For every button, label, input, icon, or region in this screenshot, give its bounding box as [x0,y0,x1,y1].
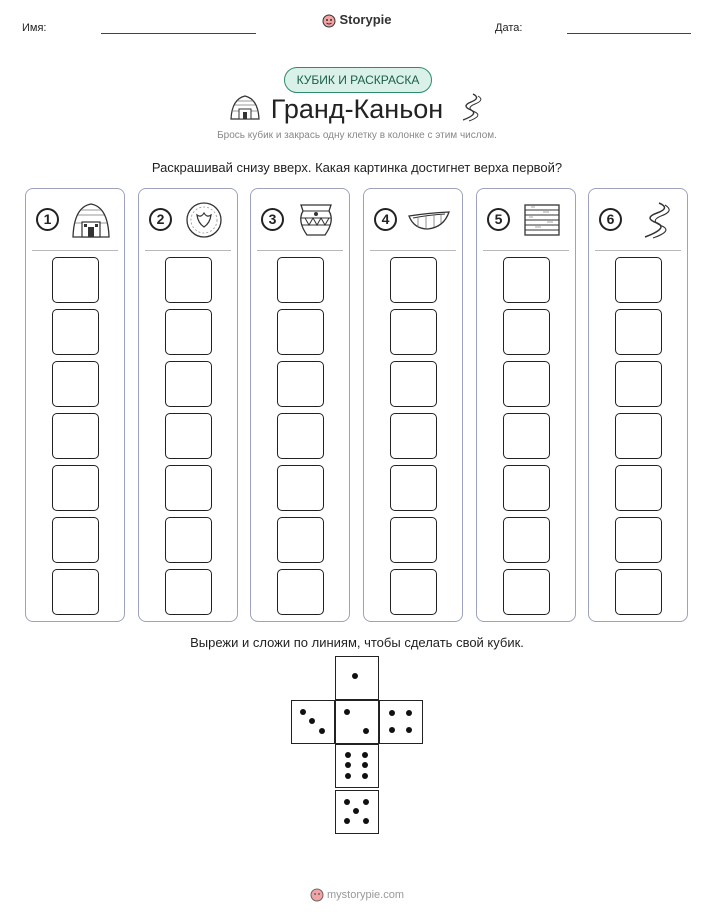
color-cell[interactable] [165,517,212,563]
color-cell[interactable] [615,413,662,459]
die-pip [363,728,369,734]
color-cell[interactable] [615,361,662,407]
die-pip [406,710,412,716]
color-cell[interactable] [390,413,437,459]
color-cell[interactable] [165,569,212,615]
column-divider [595,250,681,251]
name-label: Имя: [22,22,47,34]
color-cell[interactable] [390,257,437,303]
color-cell[interactable] [52,569,99,615]
column-divider [32,250,118,251]
die-pip [344,709,350,715]
color-cell[interactable] [277,465,324,511]
color-cell[interactable] [165,257,212,303]
die-pip [345,773,351,779]
color-cell[interactable] [503,361,550,407]
die-face-1 [335,656,379,700]
die-pip [362,752,368,758]
name-line[interactable] [101,33,256,34]
color-cell[interactable] [503,413,550,459]
color-cell[interactable] [52,257,99,303]
die-pip [319,728,325,734]
column-3 [250,188,350,622]
cliff-dwelling-icon [70,201,112,239]
die-pip [363,799,369,805]
date-label: Дата: [495,22,523,34]
storypie-mascot-icon [310,888,324,902]
cut-instruction: Вырежи и сложи по линиям, чтобы сделать свой кубик. [190,635,524,650]
color-cell[interactable] [503,569,550,615]
brand-name: Storypie [339,12,392,27]
column-number: 2 [149,208,172,231]
river-icon [633,201,675,239]
color-cell[interactable] [615,517,662,563]
color-cell[interactable] [615,257,662,303]
color-cell[interactable] [277,413,324,459]
die-pip [362,762,368,768]
color-cell[interactable] [503,257,550,303]
color-cell[interactable] [503,465,550,511]
color-cell[interactable] [277,309,324,355]
activity-badge: КУБИК И РАСКРАСКА [284,67,432,93]
die-pip [353,808,359,814]
color-cell[interactable] [277,569,324,615]
die-face-2 [335,700,379,744]
color-cell[interactable] [165,413,212,459]
die-pip [389,710,395,716]
die-face-5 [335,790,379,834]
color-cell[interactable] [52,465,99,511]
die-pip [345,752,351,758]
storypie-mascot-icon [322,14,336,28]
die-pip [300,709,306,715]
die-face-4 [379,700,423,744]
footprint-fossil-icon [183,201,225,239]
column-number: 4 [374,208,397,231]
die-pip [345,762,351,768]
brand-logo [0,12,714,28]
die-pip [344,818,350,824]
color-cell[interactable] [390,361,437,407]
instruction: Раскрашивай снизу вверх. Какая картинка достигнет верха первой? [151,160,563,175]
color-cell[interactable] [390,517,437,563]
rock-layers-icon [521,201,563,239]
column-6 [588,188,688,622]
page-title: Гранд-Каньон [270,94,444,124]
boat-icon [408,201,450,239]
color-cell[interactable] [615,569,662,615]
color-cell[interactable] [165,361,212,407]
column-2 [138,188,238,622]
color-cell[interactable] [165,465,212,511]
die-face-3 [291,700,335,744]
die-pip [363,818,369,824]
color-cell[interactable] [52,517,99,563]
die-pip [352,673,358,679]
column-4 [363,188,463,622]
column-number: 1 [36,208,59,231]
column-divider [145,250,231,251]
die-face-6 [335,744,379,788]
color-cell[interactable] [503,517,550,563]
color-cell[interactable] [277,257,324,303]
footer [0,888,714,902]
column-number: 5 [487,208,510,231]
column-divider [257,250,343,251]
date-line[interactable] [567,33,691,34]
die-pip [389,727,395,733]
color-cell[interactable] [165,309,212,355]
color-cell[interactable] [52,413,99,459]
subtitle: Брось кубик и закрась одну клетку в колонке с этим числом. [217,130,497,141]
color-cell[interactable] [390,465,437,511]
column-1 [25,188,125,622]
color-cell[interactable] [615,465,662,511]
footer-url: mystorypie.com [326,888,405,901]
die-pip [406,727,412,733]
color-cell[interactable] [503,309,550,355]
color-cell[interactable] [390,569,437,615]
river-icon [455,92,483,122]
clay-pot-icon [295,201,337,239]
color-cell[interactable] [52,309,99,355]
color-cell[interactable] [52,361,99,407]
color-cell[interactable] [277,517,324,563]
column-number: 3 [261,208,284,231]
color-cell[interactable] [277,361,324,407]
column-5 [476,188,576,622]
column-divider [370,250,456,251]
die-pip [344,799,350,805]
column-divider [483,250,569,251]
die-pip [362,773,368,779]
color-cell[interactable] [615,309,662,355]
color-cell[interactable] [390,309,437,355]
column-number: 6 [599,208,622,231]
die-pip [309,718,315,724]
